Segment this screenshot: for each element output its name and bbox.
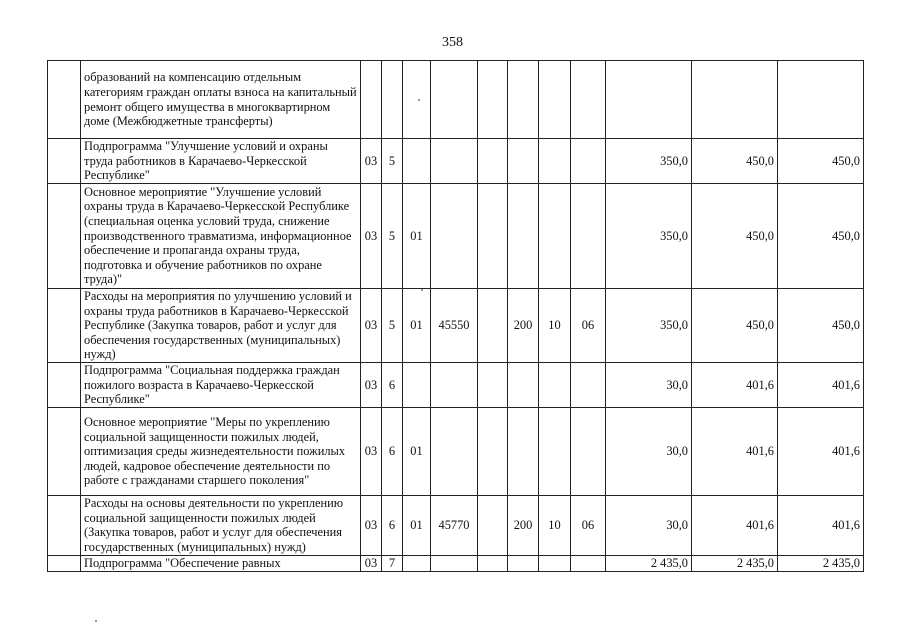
- table-row: [48, 183, 864, 288]
- scan-speck: [95, 620, 97, 622]
- program-code-part-2: [431, 363, 478, 408]
- classifier-code-2: [571, 363, 606, 408]
- classifier-code-2: 06: [571, 288, 606, 362]
- amount-year-3: 450,0: [778, 288, 864, 362]
- program-code-part-1: [403, 139, 431, 184]
- classifier-code-2: [571, 555, 606, 571]
- program-code-part-3: [478, 61, 508, 139]
- expense-type-code: [508, 139, 539, 184]
- program-code-part-1: 01: [403, 496, 431, 556]
- classifier-code-2: [571, 139, 606, 184]
- amount-year-3: 401,6: [778, 363, 864, 408]
- program-code-part-1: 01: [403, 408, 431, 496]
- row-number-cell: [48, 363, 81, 408]
- subsection-code: [382, 61, 403, 139]
- row-description: Подпрограмма "Улучшение условий и охраны труда работников в Карачаево-Черкесской Республике": [81, 139, 361, 184]
- program-code-part-1: 01: [403, 183, 431, 288]
- amount-year-3: [778, 61, 864, 139]
- expense-type-code: [508, 183, 539, 288]
- classifier-code-1: 10: [539, 288, 571, 362]
- classifier-code-1: [539, 555, 571, 571]
- row-description: Расходы на основы деятельности по укреплению социальной защищенности пожилых людей (Закупка товаров, работ и услуг для обеспечения государственных (муниципальных) нужд): [81, 496, 361, 556]
- row-description: Расходы на мероприятия по улучшению условий и охраны труда работников в Карачаево-Черкесской Республике (Закупка товаров, работ и услуг для обеспечения государственных (муниципальных) нужд): [81, 288, 361, 362]
- subsection-code: 5: [382, 288, 403, 362]
- amount-year-2: 401,6: [692, 408, 778, 496]
- subsection-code: 6: [382, 408, 403, 496]
- subsection-code: 7: [382, 555, 403, 571]
- program-code-part-2: 45770: [431, 496, 478, 556]
- row-number-cell: [48, 288, 81, 362]
- row-number-cell: [48, 61, 81, 139]
- amount-year-1: 30,0: [606, 496, 692, 556]
- subsection-code: 6: [382, 496, 403, 556]
- row-description: образований на компенсацию отдельным категориям граждан оплаты взноса на капитальный ремонт общего имущества в многоквартирном доме (Межбюджетные трансферты): [81, 61, 361, 139]
- classifier-code-2: 06: [571, 496, 606, 556]
- amount-year-1: 350,0: [606, 183, 692, 288]
- section-code: [361, 61, 382, 139]
- expense-type-code: [508, 555, 539, 571]
- amount-year-2: 450,0: [692, 139, 778, 184]
- classifier-code-2: [571, 408, 606, 496]
- table-row: [48, 496, 864, 556]
- program-code-part-2: [431, 408, 478, 496]
- amount-year-1: 2 435,0: [606, 555, 692, 571]
- program-code-part-1: [403, 363, 431, 408]
- section-code: 03: [361, 408, 382, 496]
- classifier-code-1: 10: [539, 496, 571, 556]
- row-number-cell: [48, 139, 81, 184]
- row-description: Подпрограмма "Социальная поддержка граждан пожилого возраста в Карачаево-Черкесской Республике": [81, 363, 361, 408]
- program-code-part-3: [478, 555, 508, 571]
- classifier-code-1: [539, 363, 571, 408]
- row-number-cell: [48, 183, 81, 288]
- page-number: 358: [442, 35, 463, 50]
- amount-year-2: 2 435,0: [692, 555, 778, 571]
- expense-type-code: 200: [508, 288, 539, 362]
- table-row: [48, 61, 864, 139]
- table-row: [48, 288, 864, 362]
- amount-year-1: 30,0: [606, 408, 692, 496]
- table-row: [48, 408, 864, 496]
- expense-type-code: [508, 363, 539, 408]
- amount-year-2: [692, 61, 778, 139]
- row-number-cell: [48, 408, 81, 496]
- table-row: [48, 139, 864, 184]
- section-code: 03: [361, 496, 382, 556]
- expense-type-code: 200: [508, 496, 539, 556]
- program-code-part-3: [478, 288, 508, 362]
- section-code: 03: [361, 183, 382, 288]
- subsection-code: 5: [382, 183, 403, 288]
- subsection-code: 5: [382, 139, 403, 184]
- classifier-code-1: [539, 183, 571, 288]
- classifier-code-1: [539, 139, 571, 184]
- amount-year-3: 2 435,0: [778, 555, 864, 571]
- amount-year-3: 450,0: [778, 139, 864, 184]
- scan-speck: [418, 99, 420, 101]
- section-code: 03: [361, 139, 382, 184]
- expense-type-code: [508, 408, 539, 496]
- section-code: 03: [361, 363, 382, 408]
- amount-year-2: 401,6: [692, 363, 778, 408]
- program-code-part-1: [403, 61, 431, 139]
- program-code-part-2: [431, 139, 478, 184]
- program-code-part-2: [431, 61, 478, 139]
- scan-speck: [421, 289, 423, 291]
- program-code-part-3: [478, 139, 508, 184]
- program-code-part-3: [478, 363, 508, 408]
- amount-year-1: [606, 61, 692, 139]
- program-code-part-3: [478, 408, 508, 496]
- row-number-cell: [48, 496, 81, 556]
- program-code-part-2: [431, 555, 478, 571]
- table-row: [48, 363, 864, 408]
- table-row: [48, 555, 864, 571]
- amount-year-2: 450,0: [692, 183, 778, 288]
- program-code-part-2: 45550: [431, 288, 478, 362]
- amount-year-1: 350,0: [606, 139, 692, 184]
- program-code-part-3: [478, 496, 508, 556]
- program-code-part-2: [431, 183, 478, 288]
- amount-year-3: 401,6: [778, 496, 864, 556]
- program-code-part-1: [403, 555, 431, 571]
- section-code: 03: [361, 288, 382, 362]
- subsection-code: 6: [382, 363, 403, 408]
- program-code-part-1: 01: [403, 288, 431, 362]
- classifier-code-1: [539, 408, 571, 496]
- section-code: 03: [361, 555, 382, 571]
- amount-year-2: 401,6: [692, 496, 778, 556]
- classifier-code-2: [571, 183, 606, 288]
- budget-table: [47, 60, 864, 572]
- amount-year-2: 450,0: [692, 288, 778, 362]
- row-description: Основное мероприятие "Меры по укреплению социальной защищенности пожилых людей, оптимизация среды жизнедеятельности пожилых людей, кадровое обеспечение деятельности по работе с гражданами старшего поколения": [81, 408, 361, 496]
- row-number-cell: [48, 555, 81, 571]
- row-description: Подпрограмма "Обеспечение равных: [81, 555, 361, 571]
- amount-year-3: 401,6: [778, 408, 864, 496]
- amount-year-1: 350,0: [606, 288, 692, 362]
- row-description: Основное мероприятие "Улучшение условий охраны труда в Карачаево-Черкесской Республике (специальная оценка условий труда, снижение производственного травматизма, информационное обеспечение и пропаганда охраны труда, подготовка и обучение работников по охране труда)": [81, 183, 361, 288]
- amount-year-1: 30,0: [606, 363, 692, 408]
- classifier-code-2: [571, 61, 606, 139]
- amount-year-3: 450,0: [778, 183, 864, 288]
- classifier-code-1: [539, 61, 571, 139]
- expense-type-code: [508, 61, 539, 139]
- program-code-part-3: [478, 183, 508, 288]
